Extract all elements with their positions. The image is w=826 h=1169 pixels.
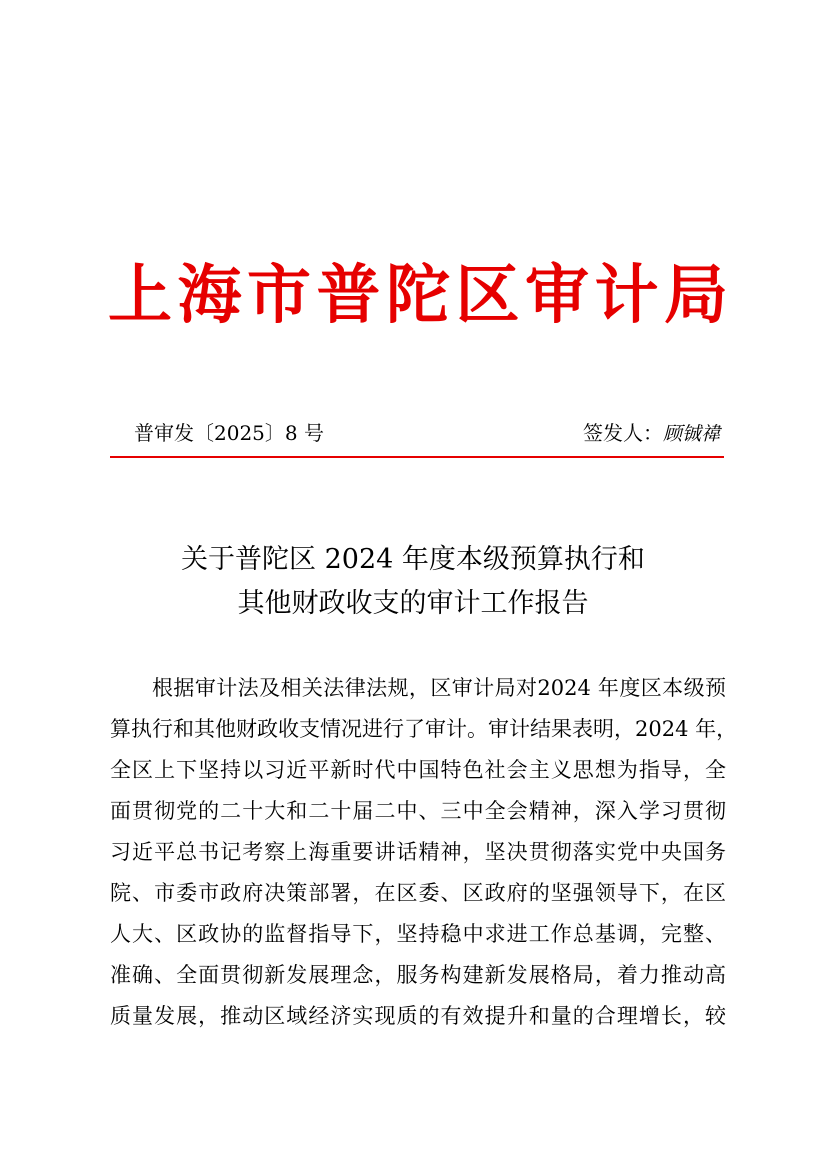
body-line: 根据审计法及相关法律法规，区审计局对2024 年度区本级预	[152, 676, 726, 700]
signer-label: 签发人：	[582, 421, 663, 445]
body-line: 院、市委市政府决策部署，在区委、区政府的坚强领导下，在区	[110, 881, 726, 905]
document-number: 普审发〔2025〕8 号	[134, 421, 324, 445]
title-line-1: 关于普陀区 2024 年度本级预算执行和	[181, 544, 645, 575]
body-line: 全区上下坚持以习近平新时代中国特色社会主义思想为指导，全	[110, 758, 726, 782]
document-info-row	[110, 418, 722, 448]
signer-block	[583, 418, 720, 449]
title-line-2: 其他财政收支的审计工作报告	[237, 588, 589, 619]
body-line: 算执行和其他财政收支情况进行了审计。审计结果表明，2024 年，	[110, 717, 738, 741]
red-separator-line	[110, 456, 724, 458]
body-line: 质量发展，推动区域经济实现质的有效提升和量的合理增长，较	[110, 1004, 726, 1028]
body-line: 人大、区政协的监督指导下，坚持稳中求进工作总基调，完整、	[110, 922, 726, 946]
document-title	[90, 538, 736, 626]
body-line: 面贯彻党的二十大和二十届二中、三中全会精神，深入学习贯彻	[110, 799, 726, 823]
body-line: 习近平总书记考察上海重要讲话精神，坚决贯彻落实党中央国务	[110, 840, 726, 864]
body-paragraph	[110, 668, 738, 1037]
signer-name: 顾铖禕	[662, 423, 720, 445]
agency-masthead: 上海市普陀区审计局	[108, 258, 728, 333]
body-line: 准确、全面贯彻新发展理念，服务构建新发展格局，着力推动高	[110, 963, 726, 987]
